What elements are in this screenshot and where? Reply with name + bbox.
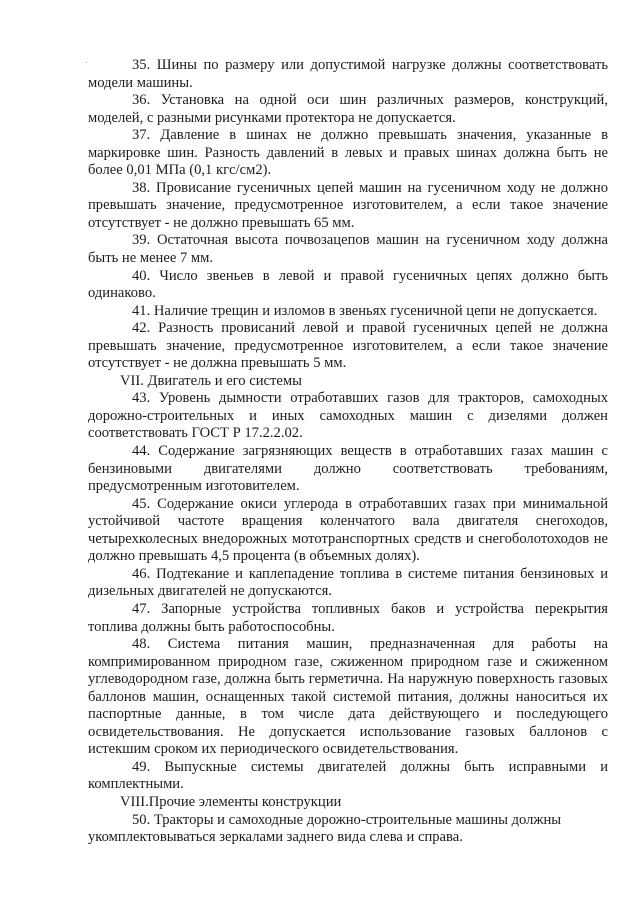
document-page (88, 57, 608, 847)
scan-speck (86, 62, 87, 63)
paragraph-42: 42. Разность провисаний левой и правой гусеничных цепей не должна превышать значение, предусмотренное изготовителем, а если такое значение отсутствует - не должна превышать 5 мм. (88, 320, 608, 372)
section-heading-viii: VIII.Прочие элементы конструкции (120, 793, 342, 810)
paragraph-48: 48. Система питания машин, предназначенная для работы на компримированном природном газе, сжиженном природном газе и сжиженном углеводородном газе, должна быть герметична. На наружную поверхность газовых баллонов машин, оснащенных такой системой питания, должны наноситься их паспортные данные, в том числе дата действующего и последующего освидетельствования. Не допускается использование газовых баллонов с истекшим сроком их периодического освидетельствования. (88, 636, 608, 758)
paragraph-40: 40. Число звеньев в левой и правой гусеничных цепях должно быть одинаково. (88, 267, 608, 302)
paragraph-39: 39. Остаточная высота почвозацепов машин на гусеничном ходу должна быть не менее 7 мм. (88, 232, 608, 267)
paragraph-45: 45. Содержание окиси углерода в отработавших газах при минимальной устойчивой частоте вращения коленчатого вала двигателя снегоходов, четырехколесных внедорожных мототранспортных средств и снегоболотоходов не должно превышать 4,5 процента (в объемных долях). (88, 495, 608, 565)
paragraph-41: 41. Наличие трещин и изломов в звеньях гусеничной цепи не допускается. (132, 302, 598, 319)
paragraph-38: 38. Провисание гусеничных цепей машин на гусеничном ходу не должно превышать значение, предусмотренное изготовителем, а если такое значение отсутствует - не должно превышать 65 мм. (88, 179, 608, 231)
section-heading-vii: VII. Двигатель и его системы (120, 372, 302, 389)
paragraph-46: 46. Подтекание и каплепадение топлива в системе питания бензиновых и дизельных двигателей не допускаются. (88, 565, 608, 600)
paragraph-35: 35. Шины по размеру или допустимой нагрузке должны соответствовать модели машины. (88, 57, 608, 91)
paragraph-47: 47. Запорные устройства топливных баков и устройства перекрытия топлива должны быть работоспособны. (88, 600, 608, 635)
paragraph-44: 44. Содержание загрязняющих веществ в отработавших газах машин с бензиновыми двигателями должно соответствовать требованиям, предусмотренным изготовителем. (88, 443, 608, 495)
paragraph-36: 36. Установка на одной оси шин различных размеров, конструкций, моделей, с разными рисунками протектора не допускается. (88, 92, 608, 126)
paragraph-50: 50. Тракторы и самоходные дорожно-строительные машины должны укомплектовываться зеркалами заднего вида слева и справа. (88, 811, 562, 846)
paragraph-37: 37. Давление в шинах не должно превышать значения, указанные в маркировке шин. Разность давлений в левых и правых шинах должна быть не более 0,01 МПа (0,1 кгс/см2). (88, 127, 608, 179)
paragraph-43: 43. Уровень дымности отработавших газов для тракторов, самоходных дорожно-строительных и иных самоходных машин с дизелями должен соответствовать ГОСТ Р 17.2.2.02. (88, 390, 608, 442)
paragraph-49: 49. Выпускные системы двигателей должны быть исправными и комплектными. (88, 758, 608, 793)
